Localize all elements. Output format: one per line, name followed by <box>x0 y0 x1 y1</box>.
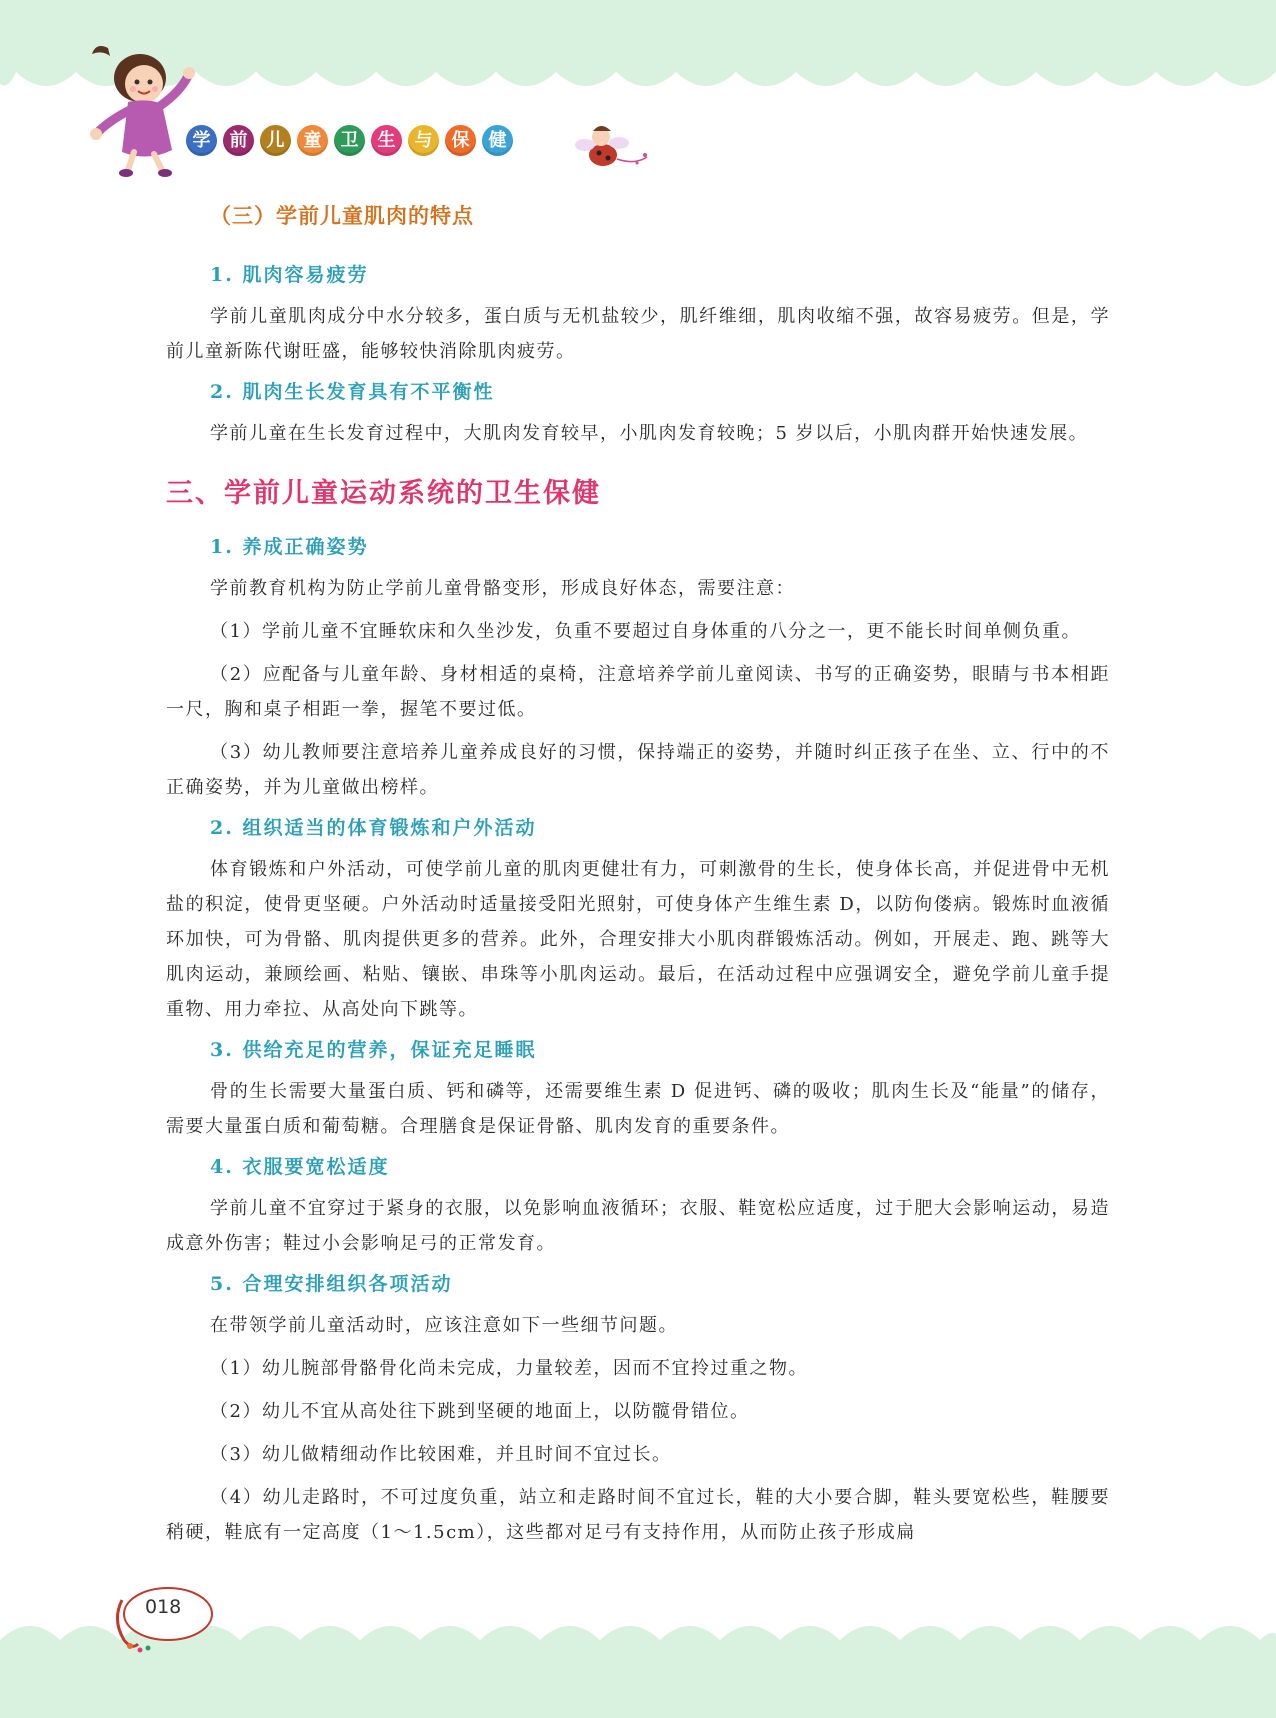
item-heading: 2. 组织适当的体育锻炼和户外活动 <box>210 817 537 839</box>
section-items <box>166 532 1110 1550</box>
paragraph: （4）幼儿走路时，不可过度负重，站立和走路时间不宜过长，鞋的大小要合脚，鞋头要宽松些，鞋腰要稍硬，鞋底有一定高度（1～1.5cm），这些都对足弓有支持作用，从而防止孩子形成扁 <box>166 1487 1110 1543</box>
title-char-badge: 卫 <box>334 125 365 156</box>
title-char-badge: 童 <box>297 125 328 156</box>
page-number: 018 <box>145 1596 182 1618</box>
item-heading: 3. 供给充足的营养，保证充足睡眠 <box>210 1039 537 1061</box>
item-heading: 4. 衣服要宽松适度 <box>210 1156 390 1178</box>
paragraph: 学前儿童肌肉成分中水分较多，蛋白质与无机盐较少，肌纤维细，肌肉收缩不强，故容易疲劳。但是，学前儿童新陈代谢旺盛，能够较快消除肌肉疲劳。 <box>166 306 1110 362</box>
paragraph: 学前教育机构为防止学前儿童骨骼变形，形成良好体态，需要注意： <box>210 578 795 599</box>
paragraph: 学前儿童在生长发育过程中，大肌肉发育较早，小肌肉发育较晚；5 岁以后，小肌肉群开始快速发展。 <box>210 423 1089 444</box>
title-char-badge: 与 <box>408 125 439 156</box>
paragraph: （1）幼儿腕部骨骼骨化尚未完成，力量较差，因而不宜拎过重之物。 <box>210 1358 808 1379</box>
section-heading: 三、学前儿童运动系统的卫生保健 <box>166 478 601 509</box>
paragraph: （2）应配备与儿童年龄、身材相适的桌椅，注意培养学前儿童阅读、书写的正确姿势，眼睛与书本相距一尺，胸和桌子相距一拳，握笔不要过低。 <box>166 664 1110 720</box>
item-heading: 1. 养成正确姿势 <box>210 536 369 558</box>
paragraph: （1）学前儿童不宜睡软床和久坐沙发，负重不要超过自身体重的八分之一，更不能长时间单侧负重。 <box>210 621 1081 642</box>
title-char-badge: 学 <box>186 125 217 156</box>
title-char-badge: 生 <box>371 125 402 156</box>
paragraph: 骨的生长需要大量蛋白质、钙和磷等，还需要维生素 D 促进钙、磷的吸收；肌肉生长及“能量”的储存，需要大量蛋白质和葡萄糖。合理膳食是保证骨骼、肌肉发育的重要条件。 <box>166 1081 1110 1137</box>
item-heading: 5. 合理安排组织各项活动 <box>210 1273 453 1295</box>
paragraph: （2）幼儿不宜从高处往下跳到坚硬的地面上，以防髋骨错位。 <box>210 1401 750 1422</box>
paragraph: 体育锻炼和户外活动，可使学前儿童的肌肉更健壮有力，可刺激骨的生长，使身体长高，并促进骨中无机盐的积淀，使骨更坚硬。户外活动时适量接受阳光照射，可使身体产生维生素 D，以防佝偻病。锻炼时血液循环加快，可为骨骼、肌肉提供更多的营养。此外，合理安排大小肌肉群锻炼活动。例如，开展走、跑、跳等大肌肉运动，兼顾绘画、粘贴、镶嵌、串珠等小肌肉运动。最后，在活动过程中应强调安全，避免学前儿童手提重物、用力牵拉、从高处向下跳等。 <box>166 859 1110 1020</box>
flying-girl-illustration <box>88 40 208 180</box>
ladybug-fairy-illustration <box>555 115 655 175</box>
item-heading: 1. 肌肉容易疲劳 <box>210 264 369 286</box>
subsection-heading: （三）学前儿童肌肉的特点 <box>210 203 474 228</box>
title-char-badge: 保 <box>445 125 476 156</box>
paragraph: （3）幼儿做精细动作比较困难，并且时间不宜过长。 <box>210 1444 672 1465</box>
title-char-badge: 儿 <box>260 125 291 156</box>
title-char-badge: 健 <box>482 125 513 156</box>
title-char-badge: 前 <box>223 125 254 156</box>
paragraph: （3）幼儿教师要注意培养儿童养成良好的习惯，保持端正的姿势，并随时纠正孩子在坐、立、行中的不正确姿势，并为儿童做出榜样。 <box>166 742 1110 798</box>
subsection-items <box>166 260 1110 451</box>
paragraph: 在带领学前儿童活动时，应该注意如下一些细节问题。 <box>210 1315 678 1336</box>
paragraph: 学前儿童不宜穿过于紧身的衣服，以免影响血液循环；衣服、鞋宽松应适度，过于肥大会影响运动，易造成意外伤害；鞋过小会影响足弓的正常发育。 <box>166 1198 1110 1254</box>
page-content <box>166 200 1110 1558</box>
book-title-header <box>186 125 513 159</box>
item-heading: 2. 肌肉生长发育具有不平衡性 <box>210 381 495 403</box>
